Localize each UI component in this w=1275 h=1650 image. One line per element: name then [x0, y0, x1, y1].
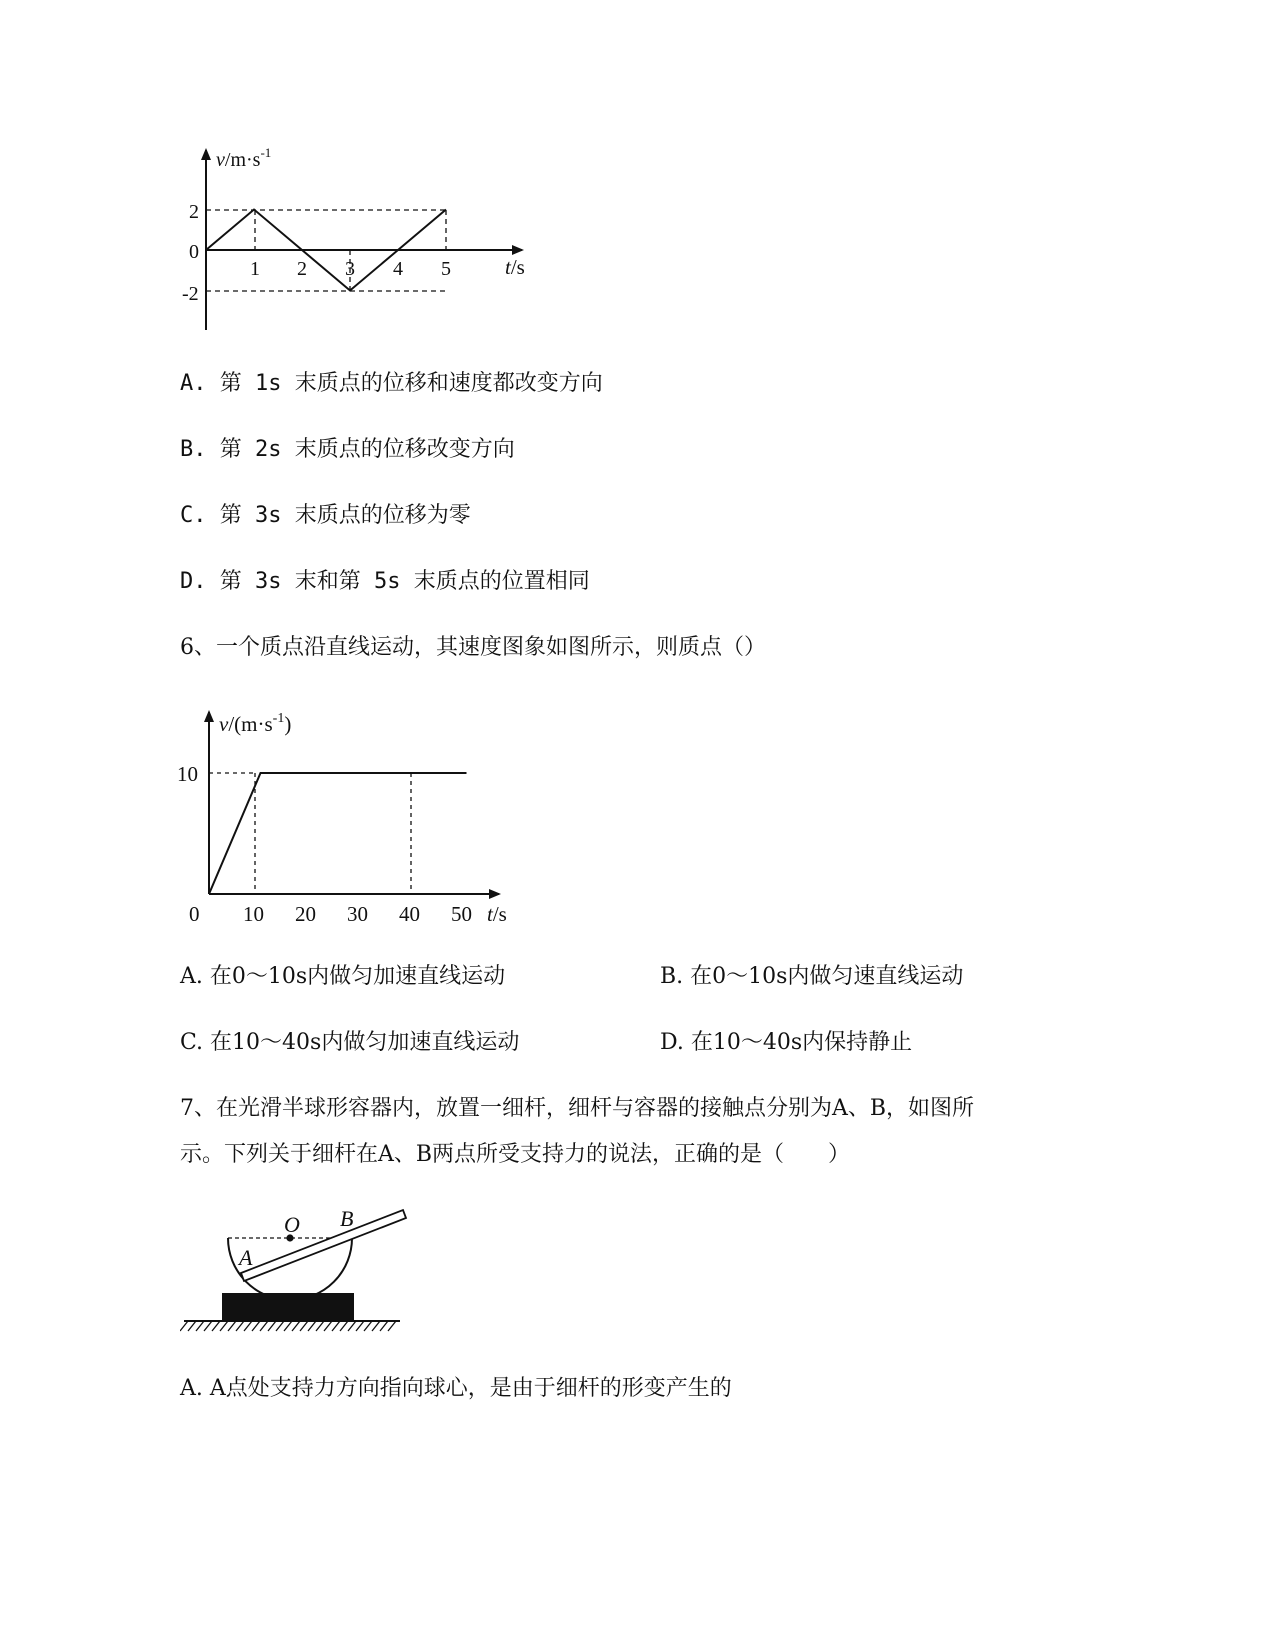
- ground-hatching: [180, 1321, 396, 1331]
- hatch-mark: [204, 1321, 212, 1331]
- label-a: A: [239, 1245, 253, 1270]
- figure1-x-tick-2: 2: [297, 258, 307, 280]
- hatch-mark: [388, 1321, 396, 1331]
- figure2-y-axis-label: $v/(m\cdot s^{-1})$: [219, 711, 292, 736]
- hatch-mark: [332, 1321, 340, 1331]
- hatch-mark: [260, 1321, 268, 1331]
- figure2-x-tick-10: 10: [243, 902, 264, 926]
- figure2-x-tick-40: 40: [399, 902, 420, 926]
- figure1-x-tick-5: 5: [441, 258, 451, 280]
- hatch-mark: [308, 1321, 316, 1331]
- figure2-x-tick-30: 30: [347, 902, 368, 926]
- hatch-mark: [196, 1321, 204, 1331]
- label-o: O: [284, 1212, 300, 1237]
- hatch-mark: [220, 1321, 228, 1331]
- figure1-x-tick-3: 3: [345, 258, 355, 280]
- figure2-velocity-line: [209, 773, 467, 894]
- hatch-mark: [212, 1321, 220, 1331]
- hatch-mark: [292, 1321, 300, 1331]
- q5-option-d: D. 第 3s 末和第 5s 末质点的位置相同: [180, 569, 590, 594]
- figure1-y-axis-label: $v/m\cdot s^{-1}$: [216, 145, 272, 171]
- q5-option-c: C. 第 3s 末质点的位移为零: [180, 503, 471, 528]
- hatch-mark: [324, 1321, 332, 1331]
- base-block: [222, 1293, 354, 1321]
- q6-option-a: A. 在0～10s内做匀加速直线运动: [180, 964, 506, 989]
- hatch-mark: [356, 1321, 364, 1331]
- figure3-bowl-rod-diagram: [180, 1200, 420, 1340]
- hatch-mark: [340, 1321, 348, 1331]
- q5-option-b: B. 第 2s 末质点的位移改变方向: [180, 437, 515, 462]
- figure2-vt-graph: [175, 700, 520, 935]
- figure1-x-tick-4: 4: [393, 258, 403, 280]
- figure2-x-tick-50: 50: [451, 902, 472, 926]
- figure2-y-tick-10: 10: [177, 762, 198, 786]
- q7-stem-line2: 示。下列关于细杆在A、B两点所受支持力的说法，正确的是（ ）: [180, 1142, 851, 1167]
- q7-option-a: A. A点处支持力方向指向球心，是由于细杆的形变产生的: [180, 1376, 732, 1401]
- figure1-x-tick-1: 1: [250, 258, 260, 280]
- hatch-mark: [268, 1321, 276, 1331]
- hatch-mark: [284, 1321, 292, 1331]
- q7-stem-line1: 7、在光滑半球形容器内，放置一细杆，细杆与容器的接触点分别为A、B，如图所: [180, 1096, 975, 1121]
- figure1-x-axis-label: t/s: [505, 255, 525, 279]
- hatch-mark: [380, 1321, 388, 1331]
- hatch-mark: [316, 1321, 324, 1331]
- hatch-mark: [348, 1321, 356, 1331]
- figure2-x-axis-label: t/s: [487, 902, 507, 926]
- figure1-y-tick-0: 0: [189, 241, 199, 263]
- q6-stem: 6、一个质点沿直线运动，其速度图象如图所示，则质点（）: [180, 635, 766, 660]
- figure1-y-tick-2: 2: [189, 201, 199, 223]
- figure1-vt-graph: [170, 140, 550, 340]
- hatch-mark: [300, 1321, 308, 1331]
- hatch-mark: [372, 1321, 380, 1331]
- label-b: B: [340, 1206, 354, 1231]
- figure1-y-tick-neg2: -2: [182, 283, 199, 305]
- hatch-mark: [252, 1321, 260, 1331]
- hatch-mark: [180, 1321, 188, 1331]
- hatch-mark: [236, 1321, 244, 1331]
- q5-option-a: A. 第 1s 末质点的位移和速度都改变方向: [180, 371, 603, 396]
- q6-option-d: D. 在10～40s内保持静止: [660, 1030, 913, 1055]
- hatch-mark: [188, 1321, 196, 1331]
- figure2-x-tick-20: 20: [295, 902, 316, 926]
- rod: [241, 1210, 406, 1281]
- hatch-mark: [276, 1321, 284, 1331]
- figure2-guides: [209, 773, 411, 894]
- hatch-mark: [228, 1321, 236, 1331]
- q6-option-b: B. 在0～10s内做匀速直线运动: [660, 964, 964, 989]
- hatch-mark: [364, 1321, 372, 1331]
- hatch-mark: [244, 1321, 252, 1331]
- figure2-x-tick-0: 0: [189, 902, 200, 926]
- q6-option-c: C. 在10～40s内做匀加速直线运动: [180, 1030, 520, 1055]
